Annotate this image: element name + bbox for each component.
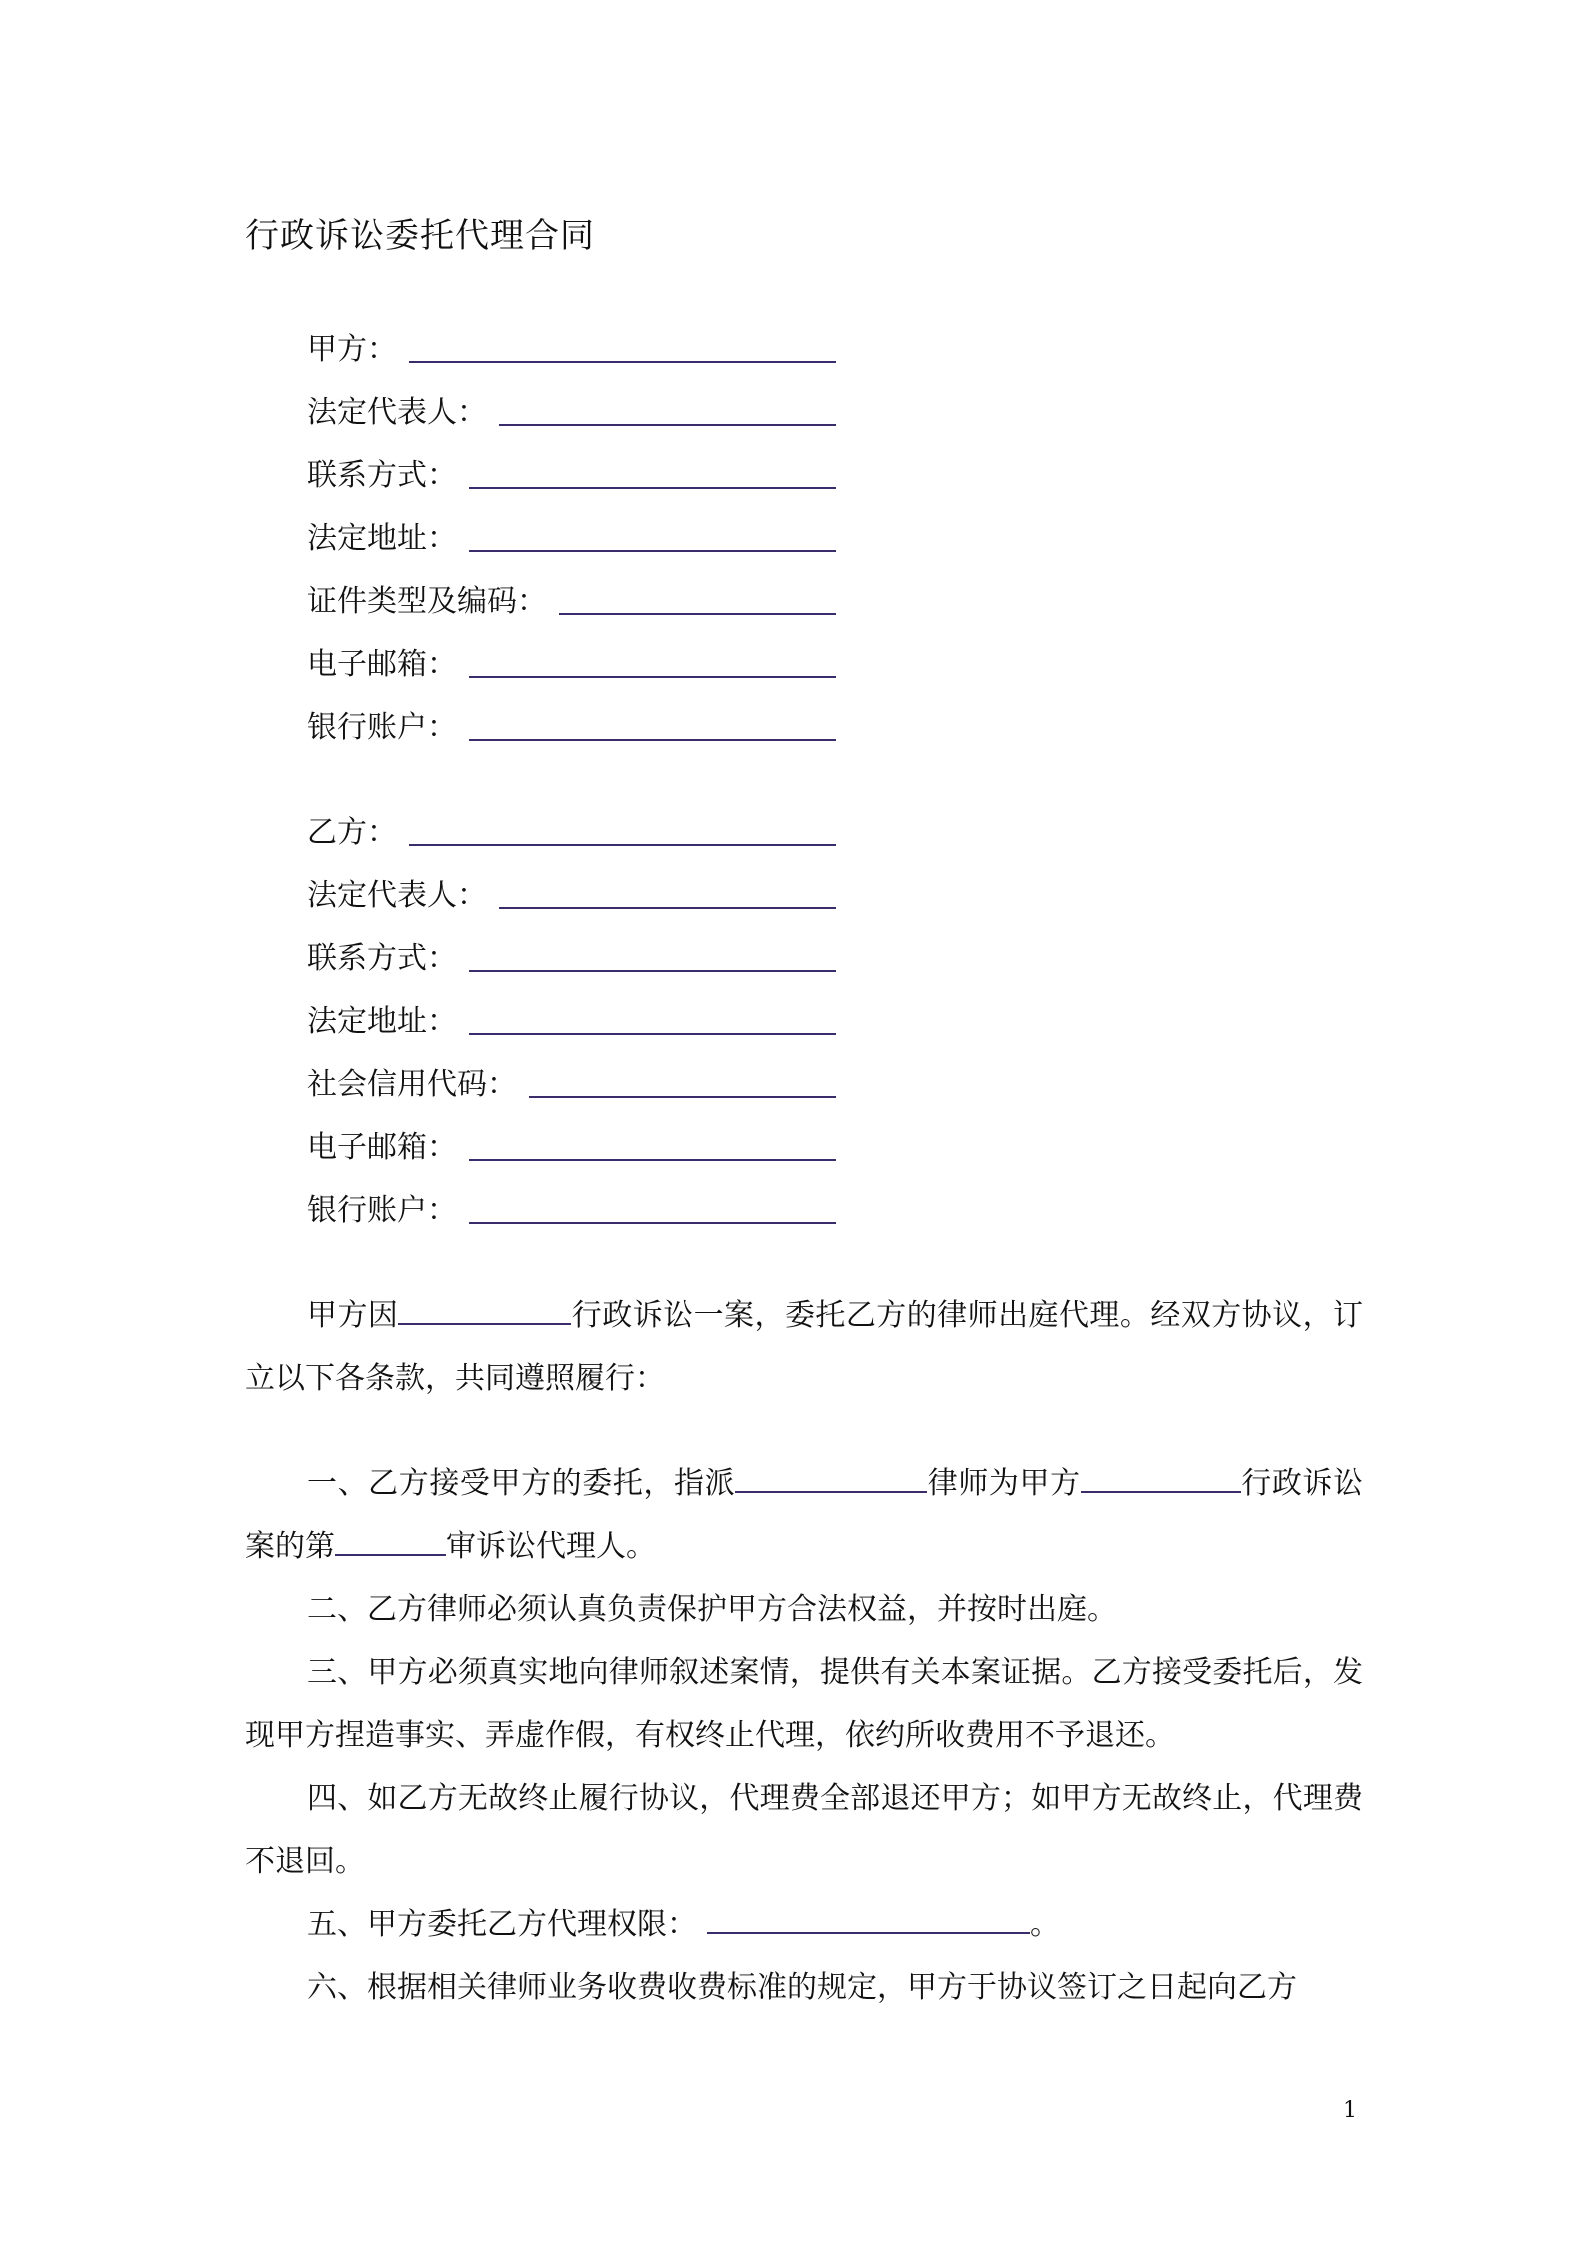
field-label: 证件类型及编码： [307, 584, 547, 619]
field-label: 乙方： [307, 815, 397, 850]
intro-paragraph [245, 1284, 1363, 1410]
text: 五、甲方委托乙方代理权限： [307, 1907, 697, 1942]
clause-5 [245, 1893, 1363, 1956]
fill-line[interactable] [469, 487, 836, 489]
party-a-email-field[interactable] [307, 633, 836, 696]
party-b-name-field[interactable] [307, 801, 836, 864]
fill-line[interactable] [469, 1222, 836, 1224]
party-a-contact-field[interactable] [307, 444, 836, 507]
party-b-email-field[interactable] [307, 1116, 836, 1179]
party-a-fields [307, 318, 836, 759]
fill-line[interactable] [469, 739, 836, 741]
instance-blank[interactable] [335, 1530, 446, 1556]
clause-2: 二、乙方律师必须认真负责保护甲方合法权益，并按时出庭。 [307, 1592, 1117, 1627]
fill-line[interactable] [469, 550, 836, 552]
fill-line[interactable] [469, 1159, 836, 1161]
fill-line[interactable] [409, 361, 836, 363]
fill-line[interactable] [499, 907, 836, 909]
party-b-credit-code-field[interactable] [307, 1053, 836, 1116]
fill-line[interactable] [529, 1096, 836, 1098]
party-b-fields [307, 801, 836, 1242]
text: 审诉讼代理人。 [446, 1529, 656, 1564]
fill-line[interactable] [469, 676, 836, 678]
contract-body [245, 1284, 1363, 2019]
field-label: 电子邮箱： [307, 1130, 457, 1165]
field-label: 银行账户： [307, 1193, 457, 1228]
fill-line[interactable] [469, 970, 836, 972]
fill-line[interactable] [409, 844, 836, 846]
field-label: 法定地址： [307, 521, 457, 556]
clause-1 [245, 1452, 1363, 1578]
party-a-address-field[interactable] [307, 507, 836, 570]
party-b-address-field[interactable] [307, 990, 836, 1053]
party-a-bank-field[interactable] [307, 696, 836, 759]
party-a-legal-rep-field[interactable] [307, 381, 836, 444]
field-label: 甲方： [307, 332, 397, 367]
field-label: 法定代表人： [307, 878, 487, 913]
text: 甲方因 [307, 1298, 399, 1333]
case-blank[interactable] [398, 1299, 571, 1325]
text: 一、乙方接受甲方的委托，指派 [307, 1466, 736, 1501]
clause-4: 四、如乙方无故终止履行协议，代理费全部退还甲方；如甲方无故终止，代理费不退回。 [245, 1781, 1363, 1879]
fill-line[interactable] [559, 613, 836, 615]
clause-6: 六、根据相关律师业务收费收费标准的规定，甲方于协议签订之日起向乙方 [307, 1970, 1297, 2005]
field-label: 银行账户： [307, 710, 457, 745]
field-label: 法定地址： [307, 1004, 457, 1039]
lawyer-blank[interactable] [735, 1467, 927, 1493]
party-a-name-field[interactable] [307, 318, 836, 381]
case-name-blank[interactable] [1081, 1467, 1241, 1493]
authority-blank[interactable] [707, 1908, 1030, 1934]
fill-line[interactable] [499, 424, 836, 426]
text: 行政诉讼一案，委托乙方的律师出庭代理。经双方协议，订立以下各条款，共同遵照履行： [245, 1298, 1364, 1396]
party-a-id-field[interactable] [307, 570, 836, 633]
party-b-legal-rep-field[interactable] [307, 864, 836, 927]
text: 律师为甲方 [927, 1466, 1081, 1501]
field-label: 电子邮箱： [307, 647, 457, 682]
text: 行政诉讼案的第 [245, 1466, 1364, 1564]
text: 。 [1030, 1907, 1060, 1942]
field-label: 法定代表人： [307, 395, 487, 430]
clause-3: 三、甲方必须真实地向律师叙述案情，提供有关本案证据。乙方接受委托后，发现甲方捏造事实、弄虚作假，有权终止代理，依约所收费用不予退还。 [245, 1655, 1363, 1753]
party-b-bank-field[interactable] [307, 1179, 836, 1242]
document-title: 行政诉讼委托代理合同 [245, 216, 595, 256]
fill-line[interactable] [469, 1033, 836, 1035]
field-label: 社会信用代码： [307, 1067, 517, 1102]
party-b-contact-field[interactable] [307, 927, 836, 990]
field-label: 联系方式： [307, 458, 457, 493]
field-label: 联系方式： [307, 941, 457, 976]
page-number: 1 [1343, 2098, 1357, 2123]
